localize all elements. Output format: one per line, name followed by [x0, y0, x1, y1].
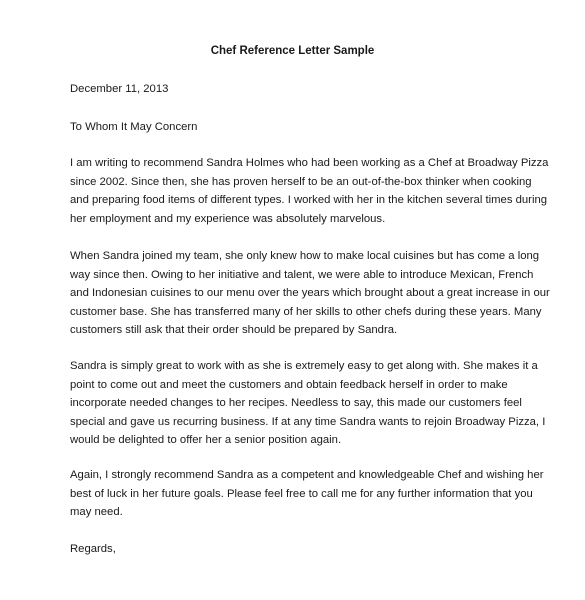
paragraph-1	[70, 154, 549, 228]
paragraph-line: Again, I strongly recommend Sandra as a competent and knowledgeable Chef and wishing her	[70, 469, 544, 481]
letter-closing: Regards,	[70, 543, 116, 555]
paragraph-line: best of luck in her future goals. Please feel free to call me for any further information that you	[70, 487, 533, 500]
paragraph-line: customer base. She has transferred many of her skills to other chefs during these years. Many	[70, 305, 542, 318]
letter-salutation: To Whom It May Concern	[70, 121, 198, 133]
paragraph-line: point to come out and meet the customers and obtain feedback herself in order to make	[70, 378, 508, 391]
paragraph-3	[70, 357, 546, 450]
paragraph-line: way since then. Owing to her initiative and talent, we were able to introduce Mexican, French	[70, 268, 534, 281]
paragraph-line: special and gave us recurring business. If at any time Sandra wants to rejoin Broadway Pizza, I	[70, 415, 546, 428]
paragraph-line: her employment and my experience was absolutely marvelous.	[70, 212, 386, 225]
paragraph-line: incorporate needed changes to her recipes. Needless to say, this made our customers feel	[70, 397, 522, 409]
paragraph-line: When Sandra joined my team, she only knew how to make local cuisines but has come a long	[70, 250, 540, 262]
paragraph-2	[70, 247, 550, 340]
paragraph-line: may need.	[70, 506, 123, 518]
paragraph-line: and Indonesian cuisines to our menu over the years which brought about a great increase in our	[70, 287, 550, 299]
letter-title: Chef Reference Letter Sample	[210, 45, 375, 57]
letter-date: December 11, 2013	[70, 83, 169, 95]
paragraph-line: I am writing to recommend Sandra Holmes who had been working as a Chef at Broadway Pizza	[70, 157, 549, 169]
paragraph-line: Sandra is simply great to work with as she is extremely easy to get along with. She makes it a	[70, 360, 538, 372]
paragraph-4	[70, 466, 544, 522]
paragraph-line: and preparing food items of different types. I worked with her in the kitchen several times during	[70, 194, 548, 206]
paragraph-line: customers still ask that their order should be prepared by Sandra.	[70, 324, 398, 336]
paragraph-line: since 2002. Since then, she has proven herself to be an out-of-the-box thinker when cooking	[70, 175, 532, 188]
paragraph-line: would be delighted to offer her a senior position again.	[70, 434, 342, 446]
